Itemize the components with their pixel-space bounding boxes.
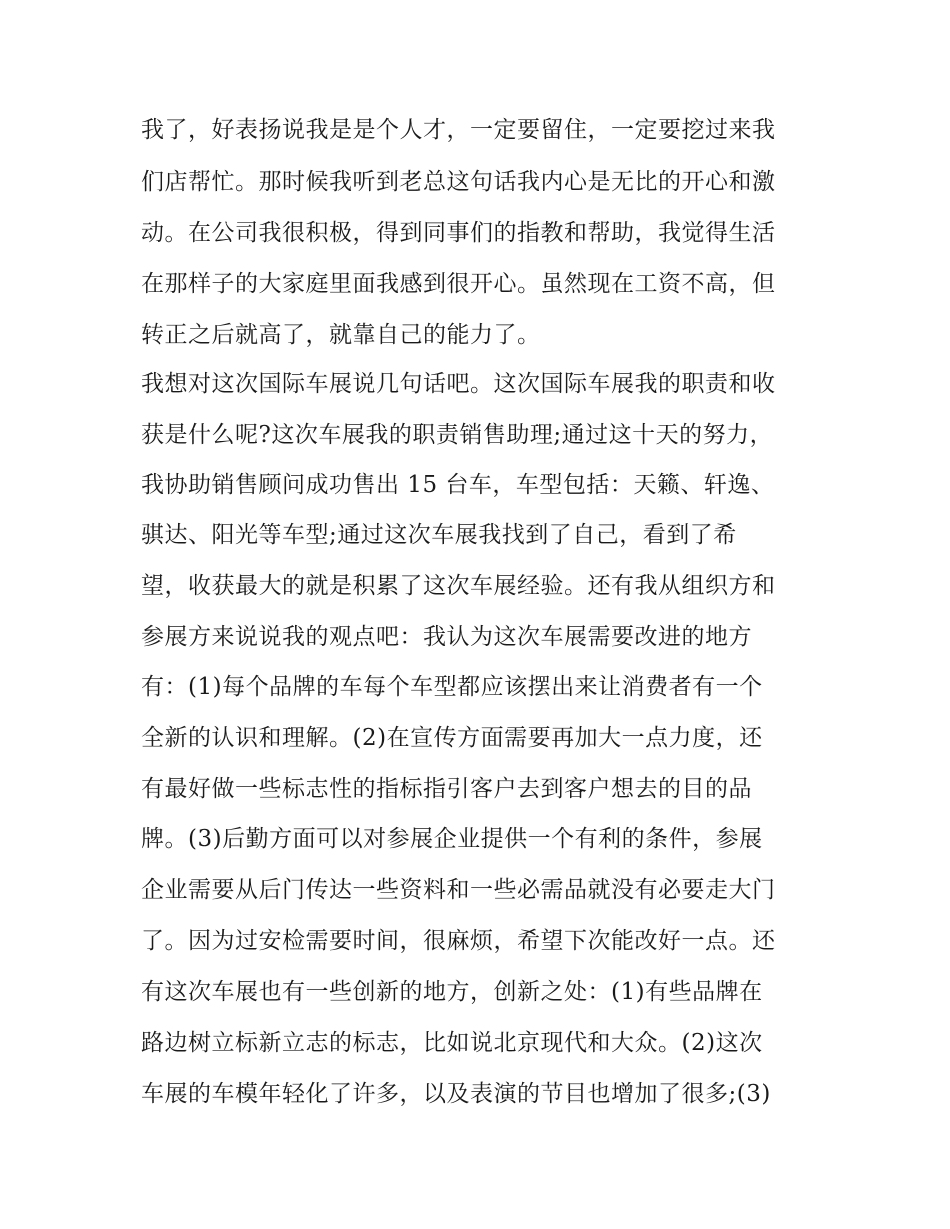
text-line: 全新的认识和理解。(2)在宣传方面需要再加大一点力度，还 bbox=[141, 725, 763, 751]
text-line: 有最好做一些标志性的指标指引客户去到客户想去的目的品 bbox=[141, 776, 752, 802]
text-line: 我协助销售顾问成功售出 15 台车，车型包括：天籁、轩逸、 bbox=[141, 472, 775, 498]
text-line: 路边树立标新立志的标志，比如说北京现代和大众。(2)这次 bbox=[141, 1030, 763, 1056]
text-line: 骐达、阳光等车型;通过这次车展我找到了自己，看到了希 bbox=[141, 522, 737, 548]
text-line: 动。在公司我很积极，得到同事们的指教和帮助，我觉得生活 bbox=[141, 220, 776, 246]
text-line: 们店帮忙。那时候我听到老总这句话我内心是无比的开心和激 bbox=[141, 169, 776, 195]
text-line: 车展的车模年轻化了许多，以及表演的节目也增加了很多;(3) bbox=[141, 1081, 771, 1107]
text-line: 牌。(3)后勤方面可以对参展企业提供一个有利的条件，参展 bbox=[141, 826, 763, 852]
text-line: 望，收获最大的就是积累了这次车展经验。还有我从组织方和 bbox=[141, 573, 776, 599]
text-line: 了。因为过安检需要时间，很麻烦，希望下次能改好一点。还 bbox=[141, 928, 776, 954]
text-line: 参展方来说说我的观点吧：我认为这次车展需要改进的地方 bbox=[141, 624, 752, 650]
text-line: 有这次车展也有一些创新的地方，创新之处：(1)有些品牌在 bbox=[141, 979, 763, 1005]
text-line: 获是什么呢?这次车展我的职责销售助理;通过这十天的努力， bbox=[141, 422, 774, 448]
text-line: 转正之后就高了，就靠自己的能力了。 bbox=[141, 322, 541, 348]
text-line: 我想对这次国际车展说几句话吧。这次国际车展我的职责和收 bbox=[141, 371, 776, 397]
text-line: 在那样子的大家庭里面我感到很开心。虽然现在工资不高，但 bbox=[141, 271, 776, 297]
text-line: 有：(1)每个品牌的车每个车型都应该摆出来让消费者有一个 bbox=[141, 674, 763, 700]
text-line: 企业需要从后门传达一些资料和一些必需品就没有必要走大门 bbox=[141, 877, 776, 903]
text-line: 我了，好表扬说我是是个人才，一定要留住，一定要挖过来我 bbox=[141, 117, 776, 143]
